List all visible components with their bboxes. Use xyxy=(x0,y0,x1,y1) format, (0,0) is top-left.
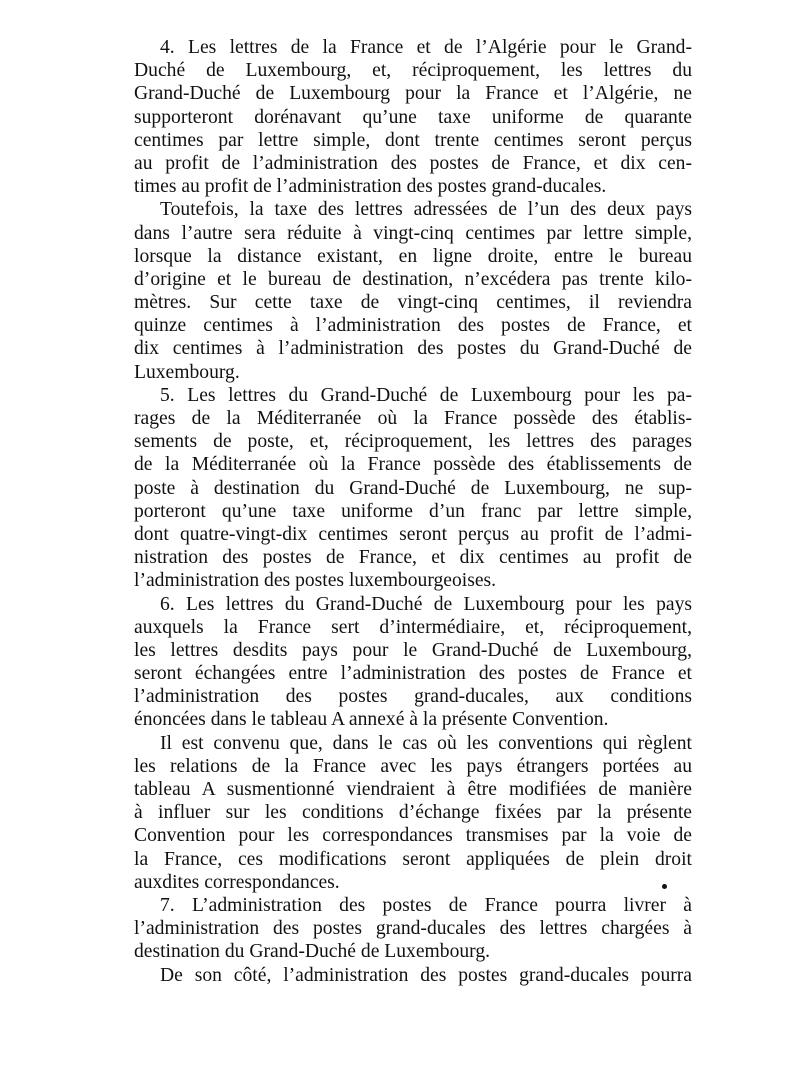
text-line: au profit de l’administration des postes de France, et dix cen- xyxy=(134,152,692,174)
paragraph-article-7-continued xyxy=(134,964,692,987)
text-line: dix centimes à l’administration des postes du Grand-Duché de xyxy=(134,338,692,360)
text-line: Duché de Luxembourg, et, réciproquement, les lettres du xyxy=(134,60,692,82)
text-line: l’administration des postes luxembourgeoises. xyxy=(134,570,497,592)
paragraph-article-6-continued xyxy=(134,732,692,894)
text-line: supporteront dorénavant qu’une taxe uniforme de quarante xyxy=(134,106,692,128)
text-line: nistration des postes de France, et dix centimes au profit de xyxy=(134,547,692,569)
text-line: les lettres desdits pays pour le Grand-Duché de Luxembourg, xyxy=(134,639,692,661)
text-line: auxquels la France sert d’intermédiaire, et, réciproquement, xyxy=(134,616,692,638)
text-line: centimes par lettre simple, dont trente centimes seront perçus xyxy=(134,129,692,151)
text-line: de la Méditerranée où la France possède des établissements de xyxy=(134,454,692,476)
text-line: les relations de la France avec les pays étrangers portées au xyxy=(134,755,692,777)
text-line: Il est convenu que, dans le cas où les conventions qui règlent xyxy=(160,732,692,754)
text-line: De son côté, l’administration des postes grand-ducales pourra xyxy=(160,964,692,986)
text-line: rages de la Méditerranée où la France possède des établis- xyxy=(134,408,692,429)
text-line: à influer sur les conditions d’échange fixées par la présente xyxy=(134,802,692,824)
ink-speck xyxy=(662,884,667,889)
text-line: 7. L’administration des postes de France pourra livrer à xyxy=(160,894,692,916)
text-line: seront échangées entre l’administration des postes de France et xyxy=(134,663,692,685)
text-line: mètres. Sur cette taxe de vingt-cinq centimes, il reviendra xyxy=(134,292,692,314)
paragraph-article-5 xyxy=(134,384,692,593)
text-line: l’administration des postes grand-ducales des lettres chargées à xyxy=(134,918,692,940)
text-line: auxdites correspondances. xyxy=(134,871,340,893)
text-line: destination du Grand-Duché de Luxembourg. xyxy=(134,941,491,963)
text-line: lorsque la distance existant, en ligne droite, entre le bureau xyxy=(134,245,692,267)
text-line: 4. Les lettres de la France et de l’Algérie pour le Grand- xyxy=(160,37,692,58)
text-line: sements de poste, et, réciproquement, les lettres des parages xyxy=(134,431,692,453)
text-line: 5. Les lettres du Grand-Duché de Luxembourg pour les pa- xyxy=(160,384,692,406)
text-line: porteront qu’une taxe uniforme d’un franc par lettre simple, xyxy=(134,500,692,522)
paragraph-article-4 xyxy=(134,36,692,198)
paragraph-article-4-continued xyxy=(134,198,692,384)
text-line: times au profit de l’administration des postes grand-ducales. xyxy=(134,176,607,198)
text-line: la France, ces modifications seront appliquées de plein droit xyxy=(134,848,692,870)
text-line: l’administration des postes grand-ducales, aux conditions xyxy=(134,686,692,708)
text-line: Convention pour les correspondances transmises par la voie de xyxy=(134,825,692,847)
paragraph-article-7 xyxy=(134,894,692,964)
text-line: tableau A susmentionné viendraient à être modifiées de manière xyxy=(134,779,692,800)
text-line: énoncées dans le tableau A annexé à la présente Convention. xyxy=(134,709,609,731)
text-line: Grand-Duché de Luxembourg pour la France et l’Algérie, ne xyxy=(134,83,692,105)
text-line: dont quatre-vingt-dix centimes seront perçus au profit de l’admi- xyxy=(134,523,692,545)
document-page xyxy=(134,36,692,987)
text-line: d’origine et le bureau de destination, n’excédera pas trente kilo- xyxy=(134,268,692,290)
paragraph-article-6 xyxy=(134,593,692,732)
text-line: dans l’autre sera réduite à vingt-cinq centimes par lettre simple, xyxy=(134,222,692,244)
text-line: Toutefois, la taxe des lettres adressées de l’un des deux pays xyxy=(160,199,692,221)
text-line: quinze centimes à l’administration des postes de France, et xyxy=(134,315,692,337)
text-line: Luxembourg. xyxy=(134,361,240,383)
text-line: 6. Les lettres du Grand-Duché de Luxembourg pour les pays xyxy=(160,593,692,615)
text-line: poste à destination du Grand-Duché de Luxembourg, ne sup- xyxy=(134,477,692,499)
